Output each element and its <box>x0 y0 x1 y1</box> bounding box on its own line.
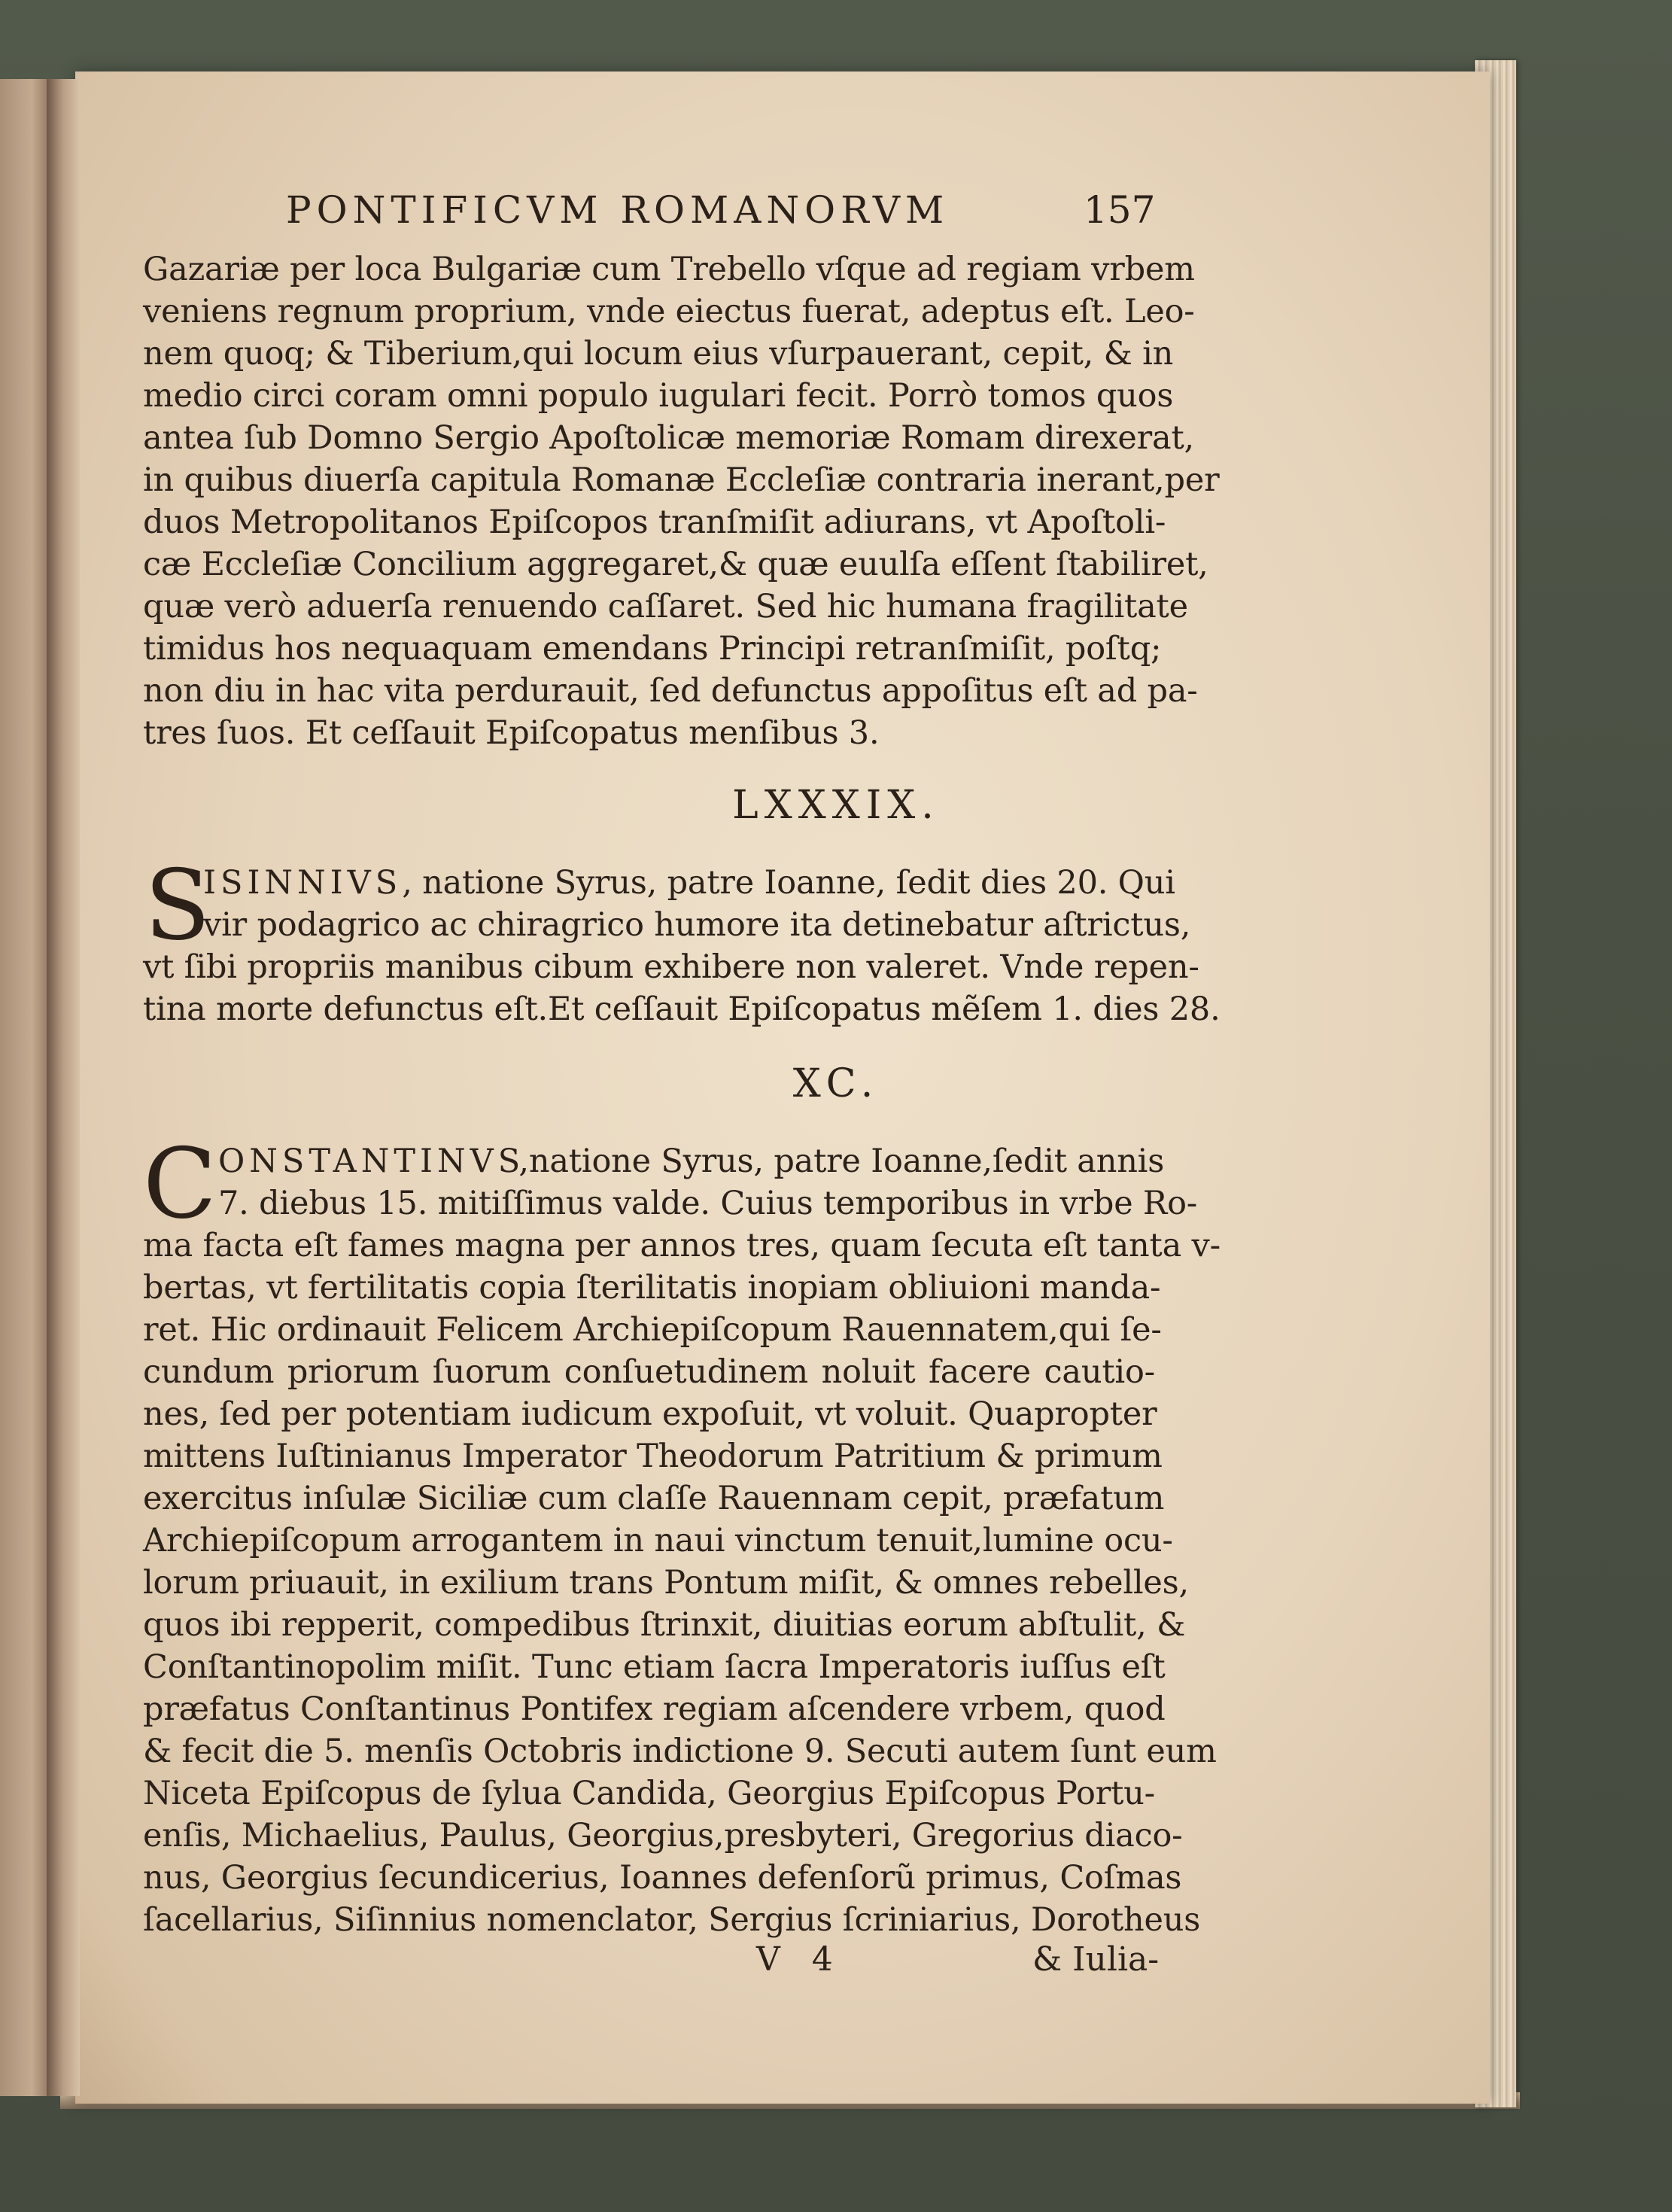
text-line: bertas, vt fertilitatis copia ſterilitatis inopiam obliuioni manda- <box>143 1269 1161 1307</box>
text-line: non diu in hac vita perdurauit, ſed defunctus appoſitus eſt ad pa- <box>143 672 1198 710</box>
text-line: tina morte defunctus eſt.Et ceſſauit Epiſcopatus mẽſem 1. dies 28. <box>143 990 1221 1028</box>
text-line: quæ verò aduerſa renuendo caſſaret. Sed hic humana fragilitate <box>143 588 1188 625</box>
text-line: vt ſibi propriis manibus cibum exhibere non valeret. Vnde repen- <box>143 948 1199 986</box>
text-line: mittens Iuſtinianus Imperator Theodorum Patritium & primum <box>143 1438 1163 1475</box>
text-line: 7. diebus 15. mitiſſimus valde. Cuius temporibus in vrbe Ro- <box>218 1185 1198 1222</box>
page-number: 157 <box>1084 188 1156 232</box>
pope-name-constantinus: ONSTANTINV <box>218 1143 498 1180</box>
text-line: præfatus Conſtantinus Pontifex regiam aſcendere vrbem, quod <box>143 1690 1166 1728</box>
catchword: & Iulia- <box>1032 1940 1160 1979</box>
text-line: ma facta eſt fames magna per annos tres, quam ſecuta eſt tanta v- <box>143 1227 1221 1264</box>
text-line-rest: S,natione Syrus, patre Ioanne,ſedit annis <box>497 1143 1165 1180</box>
text-line-first <box>203 862 1175 904</box>
text-line: in quibus diuerſa capitula Romanæ Eccleſiæ contraria inerant,per <box>143 461 1220 499</box>
text-line: & fecit die 5. menſis Octobris indictione 9. Secuti autem ſunt eum <box>143 1733 1217 1770</box>
text-line: nes, ſed per potentiam iudicum expoſuit, vt voluit. Quapropter <box>143 1395 1157 1433</box>
text-line: veniens regnum proprium, vnde eiectus fuerat, adeptus eſt. Leo- <box>143 293 1195 330</box>
drop-cap-c: C <box>143 1128 217 1240</box>
text-line: nem quoq; & Tiberium,qui locum eius vſurpauerant, cepit, & in <box>143 335 1174 373</box>
text-line: medio circi coram omni populo iugulari fecit. Porrò tomos quos <box>143 377 1174 415</box>
text-line: ſacellarius, Siſinnius nomenclator, Sergius ſcriniarius, Dorotheus <box>143 1901 1201 1939</box>
text-line: tres ſuos. Et ceſſauit Epiſcopatus menſibus 3. <box>143 714 880 752</box>
text-line-rest: , natione Syrus, patre Ioanne, ſedit dies 20. Qui <box>402 864 1175 902</box>
text-line: Conſtantinopolim miſit. Tunc etiam ſacra Imperatoris iuſſus eſt <box>143 1648 1166 1686</box>
text-line: Niceta Epiſcopus de ſylua Candida, Georgius Epiſcopus Portu- <box>143 1775 1155 1812</box>
section-heading-xc: XC. <box>792 1061 880 1106</box>
text-line: vir podagrico ac chiragrico humore ita detinebatur aſtrictus, <box>203 906 1191 944</box>
section-heading-lxxxix: LXXXIX. <box>732 783 940 828</box>
text-line: enſis, Michaelius, Paulus, Georgius,presbyteri, Gregorius diaco- <box>143 1817 1183 1854</box>
running-head: PONTIFICVM ROMANORVM <box>286 188 950 232</box>
text-line-first <box>218 1140 1165 1182</box>
text-line: Archiepiſcopum arrogantem in naui vinctum tenuit,lumine ocu- <box>143 1522 1173 1559</box>
text-line: nus, Georgius ſecundicerius, Ioannes defenſorũ primus, Coſmas <box>143 1859 1182 1897</box>
signature-mark: V 4 <box>756 1940 844 1979</box>
text-line: cæ Eccleſiæ Concilium aggregaret,& quæ euulſa eſſent ſtabiliret, <box>143 546 1208 583</box>
text-line: antea ſub Domno Sergio Apoſtolicæ memoriæ Romam direxerat, <box>143 419 1194 457</box>
text-line: duos Metropolitanos Epiſcopos tranſmiſit adiurans, vt Apoſtoli- <box>143 504 1166 541</box>
text-line: cundum priorum ſuorum conſuetudinem noluit facere cautio- <box>143 1353 1155 1391</box>
text-line: quos ibi repperit, compedibus ſtrinxit, diuitias eorum abſtulit, & <box>143 1606 1186 1644</box>
text-line: Gazariæ per loca Bulgariæ cum Trebello vſque ad regiam vrbem <box>143 251 1195 288</box>
text-line: lorum priuauit, in exilium trans Pontum miſit, & omnes rebelles, <box>143 1564 1190 1602</box>
text-line: timidus hos nequaquam emendans Principi retranſmiſit, poſtq; <box>143 630 1162 668</box>
drop-cap-s: S <box>144 850 211 962</box>
pope-name-sisinnius: ISINNIVS <box>203 864 403 902</box>
text-line: exercitus inſulæ Siciliæ cum claſſe Rauennam cepit, præfatum <box>143 1480 1165 1517</box>
text-line: ret. Hic ordinauit Felicem Archiepiſcopum Rauennatem,qui ſe- <box>143 1311 1162 1349</box>
